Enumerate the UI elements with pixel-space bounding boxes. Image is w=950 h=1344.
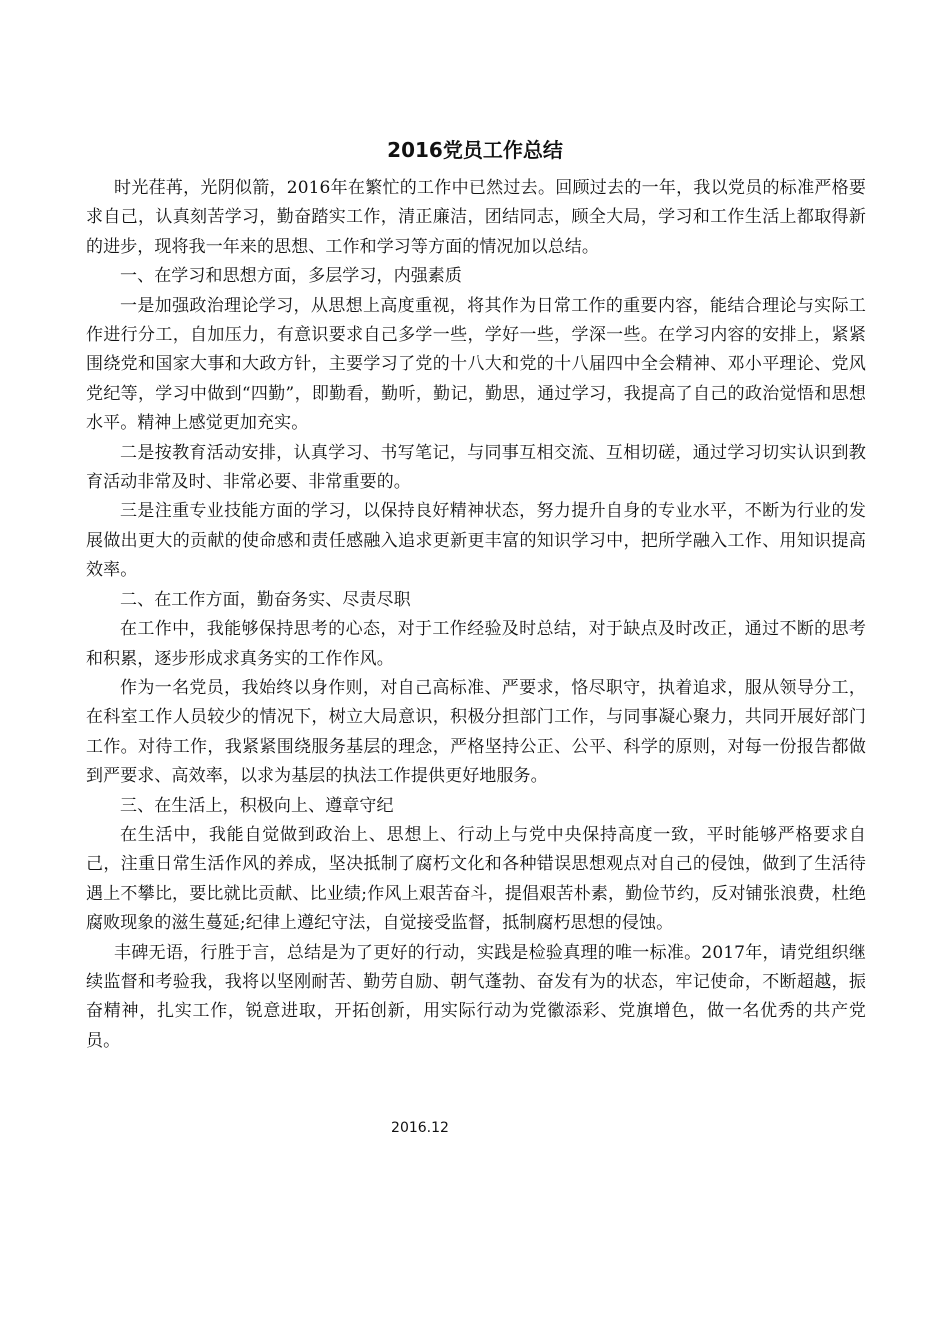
document-body (86, 174, 866, 1056)
life-paragraph: 在生活中，我能自觉做到政治上、思想上、行动上与党中央保持高度一致，平时能够严格要求自己，注重日常生活作风的养成，坚决抵制了腐朽文化和各种错误思想观点对自己的侵蚀，做到了生活待遇上不攀比，要比就比贡献、比业绩;作风上艰苦奋斗，提倡艰苦朴素，勤俭节约，反对铺张浪费，杜绝腐败现象的滋生蔓延;纪律上遵纪守法，自觉接受监督，抵制腐朽思想的侵蚀。 (86, 824, 866, 934)
study-paragraph-2: 二是按教育活动安排，认真学习、书写笔记，与同事互相交流、互相切磋，通过学习切实认识到教育活动非常及时、非常必要、非常重要的。 (86, 442, 866, 493)
study-paragraph-3: 三是注重专业技能方面的学习，以保持良好精神状态，努力提升自身的专业水平，不断为行业的发展做出更大的贡献的使命感和责任感融入追求更新更丰富的知识学习中，把所学融入工作、用知识提高效率。 (86, 501, 866, 581)
section-heading-life: 三、在生活上，积极向上、遵章守纪 (120, 795, 394, 816)
closing-paragraph: 丰碑无语，行胜于言，总结是为了更好的行动，实践是检验真理的唯一标准。2017年，请党组织继续监督和考验我，我将以坚刚耐苦、勤劳自励、朝气蓬勃、奋发有为的状态，牢记使命，不断超越，振奋精神，扎实工作，锐意进取，开拓创新，用实际行动为党徽添彩、党旗增色，做一名优秀的共产党员。 (86, 942, 866, 1051)
work-paragraph-2: 作为一名党员，我始终以身作则，对自己高标准、严要求，恪尽职守，执着追求，服从领导分工，在科室工作人员较少的情况下，树立大局意识，积极分担部门工作，与同事凝心聚力，共同开展好部门工作。对待工作，我紧紧围绕服务基层的理念，严格坚持公正、公平、科学的原则，对每一份报告都做到严要求、高效率，以求为基层的执法工作提供更好地服务。 (86, 677, 866, 787)
document-date: 2016.12 (391, 1120, 449, 1136)
document-title: 2016党员工作总结 (387, 138, 563, 162)
section-heading-study: 一、在学习和思想方面，多层学习，内强素质 (120, 266, 462, 287)
study-paragraph-1: 一是加强政治理论学习，从思想上高度重视，将其作为日常工作的重要内容，能结合理论与实际工作进行分工，自加压力，有意识要求自己多学一些，学好一些，学深一些。在学习内容的安排上，紧紧围绕党和国家大事和大政方针，主要学习了党的十八大和党的十八届四中全会精神、邓小平理论、党风党纪等，学习中做到“四勤”，即勤看，勤听，勤记，勤思，通过学习，我提高了自己的政治觉悟和思想水平。精神上感觉更加充实。 (86, 295, 866, 434)
section-heading-work: 二、在工作方面，勤奋务实、尽责尽职 (120, 589, 411, 610)
intro-paragraph: 时光荏苒，光阴似箭，2016年在繁忙的工作中已然过去。回顾过去的一年，我以党员的标准严格要求自己，认真刻苦学习，勤奋踏实工作，清正廉洁，团结同志，顾全大局，学习和工作生活上都取得新的进步，现将我一年来的思想、工作和学习等方面的情况加以总结。 (86, 178, 866, 257)
work-paragraph-1: 在工作中，我能够保持思考的心态，对于工作经验及时总结，对于缺点及时改正，通过不断的思考和积累，逐步形成求真务实的工作作风。 (86, 619, 866, 669)
